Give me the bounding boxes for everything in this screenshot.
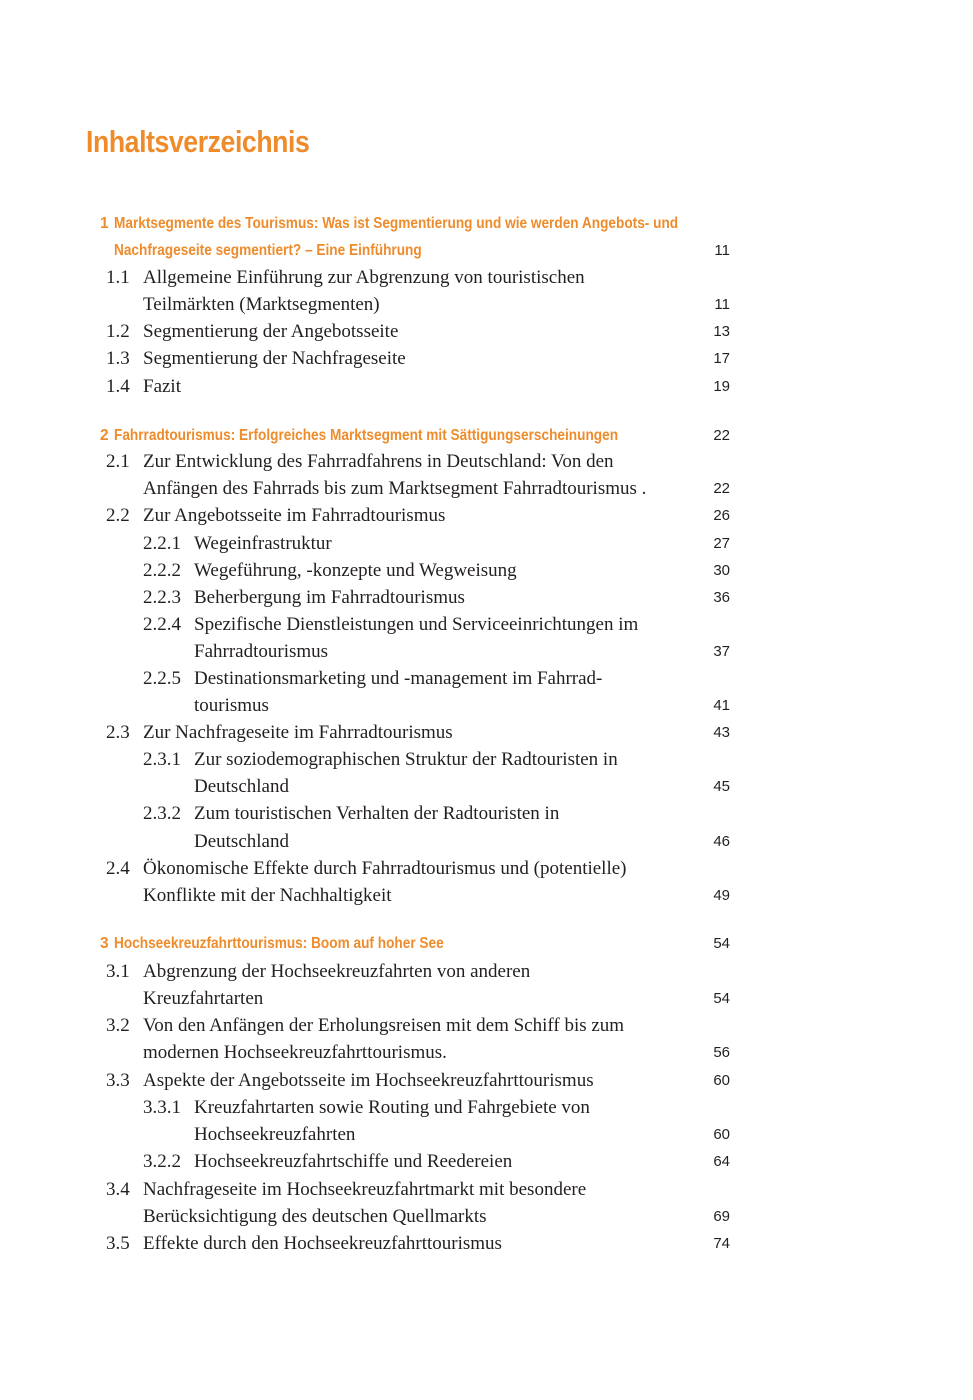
toc-entry-title: Nachfrageseite segmentiert? – Eine Einführung <box>114 242 422 259</box>
toc-entry-number: 3.3.1 <box>143 1097 181 1118</box>
toc-page-number: 60 <box>713 1072 730 1089</box>
toc-page-number: 27 <box>713 535 730 552</box>
toc-entry-line[interactable] <box>0 291 973 318</box>
toc-page-number: 49 <box>713 887 730 904</box>
toc-entry-line[interactable] <box>0 584 973 611</box>
toc-entry-line[interactable] <box>0 1203 973 1230</box>
toc-entry-line[interactable] <box>0 855 973 882</box>
toc-entry-number: 2.2.1 <box>143 533 181 554</box>
toc-page-number: 13 <box>713 323 730 340</box>
toc-chapter-line[interactable] <box>0 237 973 264</box>
toc-entry-line[interactable] <box>0 828 973 855</box>
toc-entry-number: 2.4 <box>106 858 130 879</box>
toc-page-number: 45 <box>713 778 730 795</box>
toc-entry-title: Fahrradtourismus <box>194 641 329 662</box>
toc-entry-title: Abgrenzung der Hochseekreuzfahrten von anderen <box>143 961 531 982</box>
toc-entry-line[interactable] <box>0 1176 973 1203</box>
toc-entry-title: Fahrradtourismus: Erfolgreiches Marktsegment mit Sättigungserscheinungen <box>114 427 619 444</box>
toc-entry-title: Wegeführung, -konzepte und Wegweisung <box>194 560 517 581</box>
toc-entry-line[interactable] <box>0 882 973 909</box>
toc-entry-line[interactable] <box>0 638 973 665</box>
toc-page-number: 11 <box>714 242 730 259</box>
toc-page-number: 26 <box>713 507 730 524</box>
toc-entry-number: 1 <box>100 215 109 232</box>
toc-entry-title: modernen Hochseekreuzfahrttourismus. <box>143 1042 447 1063</box>
toc-page-number: 41 <box>713 697 730 714</box>
toc-entry-title: Aspekte der Angebotsseite im Hochseekreuzfahrttourismus <box>143 1070 594 1091</box>
toc-entry-number: 2.3 <box>106 722 130 743</box>
toc-entry-title: Zur Entwicklung des Fahrradfahrens in Deutschland: Von den <box>143 451 614 472</box>
toc-entry-title: Kreuzfahrtarten sowie Routing und Fahrgebiete von <box>194 1097 590 1118</box>
toc-page-number: 19 <box>713 378 730 395</box>
toc-page-number: 43 <box>713 724 730 741</box>
toc-entry-number: 2.3.2 <box>143 803 181 824</box>
toc-entry-line[interactable] <box>0 1121 973 1148</box>
toc-entry-number: 2.2.3 <box>143 587 181 608</box>
toc-entry-number: 3.2.2 <box>143 1151 181 1172</box>
toc-entry-number: 2.3.1 <box>143 749 181 770</box>
toc-entry-title: Segmentierung der Nachfrageseite <box>143 348 406 369</box>
toc-entry-line[interactable] <box>0 958 973 985</box>
toc-entry-title: Fazit <box>143 376 181 397</box>
toc-entry-number: 3.1 <box>106 961 130 982</box>
toc-entry-title: Zur Angebotsseite im Fahrradtourismus <box>143 505 446 526</box>
toc-entry-line[interactable] <box>0 1012 973 1039</box>
toc-chapter-line[interactable] <box>0 930 973 957</box>
toc-entry-title: Zum touristischen Verhalten der Radtouristen in <box>194 803 560 824</box>
toc-entry-line[interactable] <box>0 746 973 773</box>
toc-page-number: 74 <box>713 1235 730 1252</box>
toc-page-number: 22 <box>713 480 730 497</box>
toc-page-number: 54 <box>713 935 730 952</box>
toc-entry-number: 1.4 <box>106 376 130 397</box>
toc-entry-number: 2.2.5 <box>143 668 181 689</box>
toc-entry-number: 3.3 <box>106 1070 130 1091</box>
toc-entry-line[interactable] <box>0 1067 973 1094</box>
toc-entry-title: tourismus <box>194 695 269 716</box>
toc-entry-line[interactable] <box>0 1148 973 1175</box>
toc-entry-line[interactable] <box>0 1094 973 1121</box>
toc-entry-line[interactable] <box>0 373 973 400</box>
toc-entry-title: Konflikte mit der Nachhaltigkeit <box>143 885 392 906</box>
toc-page-number: 11 <box>714 296 730 313</box>
toc-entry-number: 3 <box>100 935 109 952</box>
toc-entry-title: Spezifische Dienstleistungen und Serviceeinrichtungen im <box>194 614 639 635</box>
toc-entry-number: 3.4 <box>106 1179 130 1200</box>
toc-entry-title: Hochseekreuzfahrten <box>194 1124 356 1145</box>
toc-entry-line[interactable] <box>0 475 973 502</box>
toc-page-number: 36 <box>713 589 730 606</box>
toc-entry-title: Effekte durch den Hochseekreuzfahrttourismus <box>143 1233 502 1254</box>
toc-entry-line[interactable] <box>0 665 973 692</box>
toc-entry-number: 2.2 <box>106 505 130 526</box>
toc-page-number: 30 <box>713 562 730 579</box>
toc-entry-title: Deutschland <box>194 831 289 852</box>
toc-entry-title: Berücksichtigung des deutschen Quellmarkts <box>143 1206 487 1227</box>
toc-entry-number: 1.2 <box>106 321 130 342</box>
toc-page-number: 56 <box>713 1044 730 1061</box>
toc-entry-title: Deutschland <box>194 776 289 797</box>
toc-entry-title: Kreuzfahrtarten <box>143 988 264 1009</box>
toc-entry-title: Ökonomische Effekte durch Fahrradtourismus und (potentielle) <box>143 858 627 879</box>
toc-entry-title: Beherbergung im Fahrradtourismus <box>194 587 465 608</box>
toc-entry-line[interactable] <box>0 557 973 584</box>
toc-entry-line[interactable] <box>0 1230 973 1257</box>
toc-entry-title: Anfängen des Fahrrads bis zum Marktsegment Fahrradtourismus . <box>143 478 647 499</box>
toc-page-number: 64 <box>713 1153 730 1170</box>
toc-entry-title: Von den Anfängen der Erholungsreisen mit dem Schiff bis zum <box>143 1015 625 1036</box>
toc-entry-line[interactable] <box>0 1039 973 1066</box>
toc-entry-title: Wegeinfrastruktur <box>194 533 332 554</box>
toc-entry-number: 3.2 <box>106 1015 130 1036</box>
toc-entry-title: Hochseekreuzfahrttourismus: Boom auf hoher See <box>114 935 444 952</box>
toc-entry-title: Hochseekreuzfahrtschiffe und Reedereien <box>194 1151 513 1172</box>
toc-page-number: 22 <box>713 427 730 444</box>
toc-entry-title: Marktsegmente des Tourismus: Was ist Segmentierung und wie werden Angebots- und <box>114 215 679 232</box>
toc-entry-line[interactable] <box>0 985 973 1012</box>
toc-entry-line[interactable] <box>0 502 973 529</box>
toc-entry-line[interactable] <box>0 773 973 800</box>
toc-entry-number: 1.1 <box>106 267 130 288</box>
toc-entry-line[interactable] <box>0 448 973 475</box>
toc-entry-title: Zur soziodemographischen Struktur der Radtouristen in <box>194 749 618 770</box>
page-title: Inhaltsverzeichnis <box>86 124 310 159</box>
toc-entry-line[interactable] <box>0 345 973 372</box>
toc-entry-title: Nachfrageseite im Hochseekreuzfahrtmarkt mit besondere <box>143 1179 587 1200</box>
toc-entry-title: Segmentierung der Angebotsseite <box>143 321 399 342</box>
toc-page-number: 17 <box>713 350 730 367</box>
toc-entry-line[interactable] <box>0 800 973 827</box>
toc-chapter-line[interactable] <box>0 210 973 237</box>
toc-entry-number: 1.3 <box>106 348 130 369</box>
toc-entry-line[interactable] <box>0 530 973 557</box>
toc-entry-line[interactable] <box>0 719 973 746</box>
toc-entry-title: Zur Nachfrageseite im Fahrradtourismus <box>143 722 453 743</box>
toc-entry-number: 2 <box>100 427 109 444</box>
toc-entry-title: Destinationsmarketing und -management im Fahrrad- <box>194 668 603 689</box>
toc-entry-line[interactable] <box>0 318 973 345</box>
toc-page-number: 69 <box>713 1208 730 1225</box>
toc-entry-line[interactable] <box>0 611 973 638</box>
toc-page-number: 46 <box>713 833 730 850</box>
toc-entry-line[interactable] <box>0 264 973 291</box>
toc-entry-number: 3.5 <box>106 1233 130 1254</box>
toc-page-number: 54 <box>713 990 730 1007</box>
toc-page-number: 60 <box>713 1126 730 1143</box>
toc-entry-line[interactable] <box>0 692 973 719</box>
toc-entry-number: 2.2.2 <box>143 560 181 581</box>
toc-page-number: 37 <box>713 643 730 660</box>
toc-entry-number: 2.1 <box>106 451 130 472</box>
toc-entry-title: Teilmärkten (Marktsegmenten) <box>143 294 380 315</box>
toc-entry-number: 2.2.4 <box>143 614 181 635</box>
toc-entry-title: Allgemeine Einführung zur Abgrenzung von touristischen <box>143 267 585 288</box>
toc-chapter-line[interactable] <box>0 422 973 449</box>
